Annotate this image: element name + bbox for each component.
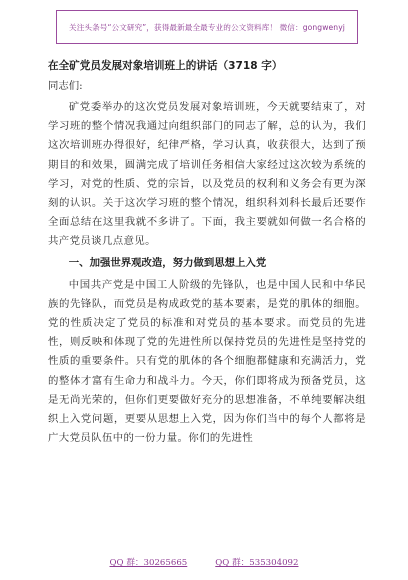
document-title: 在全矿党员发展对象培训班上的讲话（3718 字） <box>48 60 283 72</box>
greeting: 同志们: <box>48 80 83 92</box>
paragraph: 矿党委举办的这次党员发展对象培训班，今天就要结束了，对学习班的整个情况我通过向组织部门的同志了解，总的认为，我们这次培训班办得很好，纪律严格，学习认真，收获很大，达到了预期目的和效果，圆满完成了培训任务相信大家经过这次较为系统的学习，对党的性质、党的宗旨，以及党员的权利和义务会有更为深刻的认识。关于这次学习班的整个情况，组织科刘科长最后还要作全面总结在这里我就不多讲了。下面，我主要就如何做一名合格的共产党员谈几点意见。 <box>48 101 366 248</box>
header-banner <box>56 10 358 44</box>
header-banner-text: 关注头条号“公文研究”，获得最新最全最专业的公文资料库！ 微信：gongwenyj <box>69 22 345 32</box>
section-heading: 一、加强世界观改造，努力做到思想上入党 <box>68 256 267 269</box>
footer <box>0 556 408 568</box>
footer-qq-group-2: QQ 群：535304092 <box>215 558 299 568</box>
footer-qq-group-1: QQ 群：30265665 <box>109 558 188 568</box>
document-body <box>48 52 366 448</box>
paragraph: 中国共产党是中国工人阶级的先锋队，也是中国人民和中华民族的先锋队，而党员是构成政党的基本要素，是党的肌体的细胞。党的性质决定了党员的标准和对党员的基本要求。而党员的先进性，则反映和体现了党的先进性所以保持党员的先进性是坚持党的性质的重要条件。只有党的肌体的各个细胞都健康和充满活力，党的整体才富有生命力和战斗力。今天，你们即将成为预备党员，这是无尚光荣的，但你们更要做好充分的思想准备，不单纯要解决组织上入党问题，更要从思想上入党，因为你们当中的每个人都将是广大党员队伍中的一份力量。你们的先进性 <box>48 278 366 445</box>
